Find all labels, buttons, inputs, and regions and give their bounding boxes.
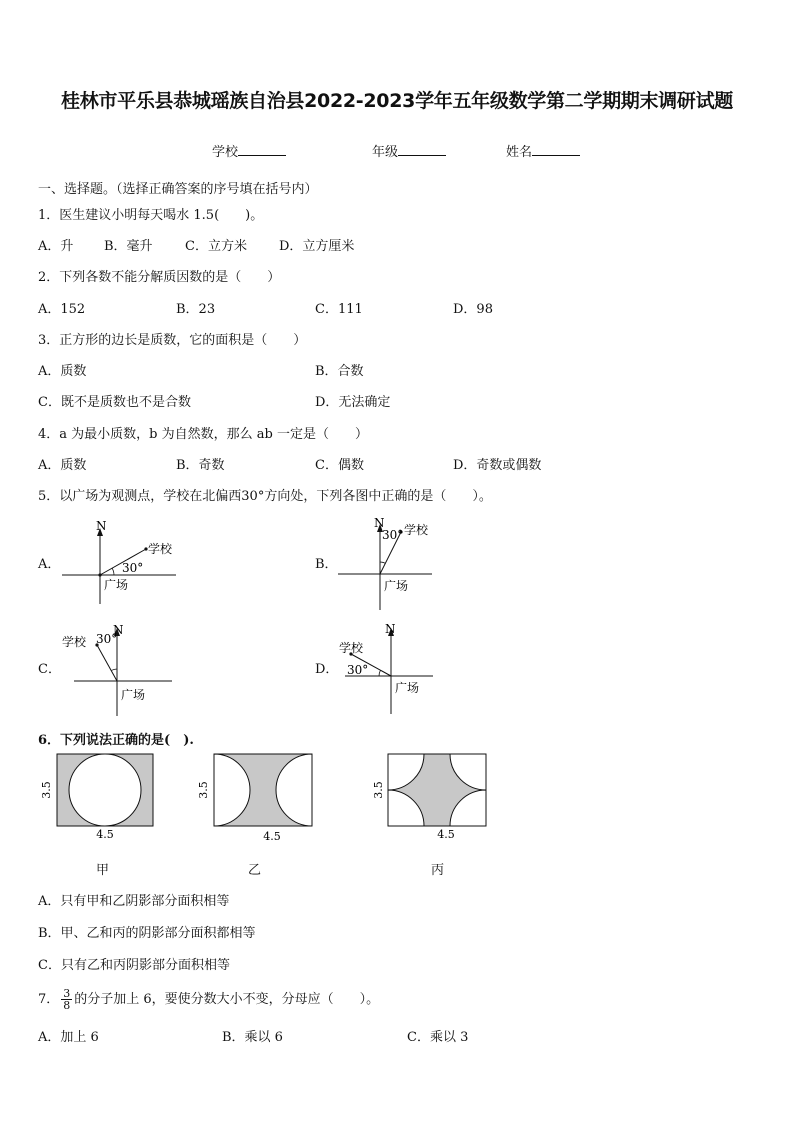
q7-text: 的分子加上 6，要使分数大小不变，分母应（ ）。 <box>74 992 380 1007</box>
name-blank[interactable] <box>532 143 580 156</box>
grade-field <box>372 141 446 160</box>
angle-arc <box>379 670 381 676</box>
compass-diagram-a <box>58 518 188 610</box>
north-label: N <box>374 516 385 530</box>
angle-label: 30° <box>96 632 118 646</box>
north-label: N <box>385 622 396 636</box>
q1-option-c: C．立方米 <box>185 239 247 254</box>
q7-option-a: A．加上 6 <box>38 1030 99 1045</box>
width-label: 4.5 <box>96 828 114 841</box>
angle-arc <box>112 669 117 670</box>
q2-option-a: A．152 <box>38 302 86 317</box>
q2-option-d: D．98 <box>453 302 493 317</box>
q5-option-c: C． <box>38 662 61 677</box>
figure-bing-name: 丙 <box>431 863 445 878</box>
plaza-point <box>98 573 101 576</box>
name-label: 姓名 <box>506 145 533 160</box>
plaza-label: 广场 <box>395 681 420 695</box>
angle-arc <box>380 562 385 563</box>
q6-option-a: A．只有甲和乙阴影部分面积相等 <box>38 894 230 909</box>
q1-option-b: B．毫升 <box>104 239 153 254</box>
grade-blank[interactable] <box>398 143 446 156</box>
grade-label: 年级 <box>372 145 399 160</box>
angle-label: 30° <box>382 528 404 542</box>
question-5: 5．以广场为观测点，学校在北偏西30°方向处，下列各图中正确的是（ ）。 <box>38 489 492 504</box>
q5-option-a: A． <box>38 557 61 572</box>
school-label: 学校 <box>148 542 173 556</box>
angle-label: 30° <box>347 663 369 677</box>
figure-jia <box>38 752 168 844</box>
q4-option-b: B．奇数 <box>176 458 225 473</box>
height-label: 3.5 <box>197 781 210 799</box>
plaza-label: 广场 <box>104 578 129 592</box>
question-6: 6．下列说法正确的是( ). <box>38 733 194 748</box>
q2-option-b: B．23 <box>176 302 216 317</box>
plaza-label: 广场 <box>121 688 146 702</box>
question-1: 1．医生建议小明每天喝水 1.5( )。 <box>38 208 264 223</box>
question-3: 3．正方形的边长是质数，它的面积是（ ） <box>38 333 307 348</box>
q6-option-b: B．甲、乙和丙的阴影部分面积都相等 <box>38 926 256 941</box>
north-label: N <box>113 623 124 637</box>
plaza-label: 广场 <box>384 579 409 593</box>
compass-diagram-b <box>334 512 444 614</box>
q3-option-d: D．无法确定 <box>315 395 391 410</box>
q7-option-b: B．乘以 6 <box>222 1030 283 1045</box>
school-label: 学校 <box>404 523 429 537</box>
school-label: 学校 <box>212 145 239 160</box>
school-label: 学校 <box>339 641 364 655</box>
angle-arc <box>112 568 114 575</box>
school-blank[interactable] <box>238 143 286 156</box>
fraction <box>61 988 72 1011</box>
north-label: N <box>96 519 107 533</box>
q4-option-d: D．奇数或偶数 <box>453 458 542 473</box>
figure-bing <box>370 752 500 844</box>
angle-label: 30° <box>122 561 144 575</box>
compass-diagram-d <box>335 618 445 718</box>
compass-diagram-c <box>60 618 180 720</box>
name-field <box>506 141 580 160</box>
page-title: 桂林市平乐县恭城瑶族自治县2022-2023学年五年级数学第二学期期末调研试题 <box>61 90 733 112</box>
q4-option-c: C．偶数 <box>315 458 364 473</box>
q6-option-c: C．只有乙和丙阴影部分面积相等 <box>38 958 230 973</box>
width-label: 4.5 <box>437 828 455 841</box>
q2-option-c: C．111 <box>315 302 363 317</box>
width-label: 4.5 <box>263 830 281 843</box>
direction-line <box>97 645 117 681</box>
school-field <box>212 141 286 160</box>
height-label: 3.5 <box>40 781 53 799</box>
q1-option-a: A．升 <box>38 239 74 254</box>
circle <box>69 754 141 826</box>
q7-option-c: C．乘以 3 <box>407 1030 469 1045</box>
question-7 <box>38 988 379 1012</box>
figure-yi-name: 乙 <box>248 863 262 878</box>
section-heading: 一、选择题。（选择正确答案的序号填在括号内） <box>38 182 318 197</box>
q1-option-d: D．立方厘米 <box>279 239 355 254</box>
figure-yi <box>196 752 326 846</box>
q5-option-d: D． <box>315 662 339 677</box>
q3-option-a: A．质数 <box>38 364 87 379</box>
fraction-numerator: 3 <box>63 987 71 1000</box>
q4-option-a: A．质数 <box>38 458 87 473</box>
q7-number: 7． <box>38 992 60 1007</box>
fraction-denominator: 8 <box>63 999 71 1012</box>
school-label: 学校 <box>62 635 87 649</box>
q3-option-c: C．既不是质数也不是合数 <box>38 395 191 410</box>
question-4: 4．a 为最小质数，b 为自然数，那么 ab 一定是（ ） <box>38 427 368 442</box>
q3-option-b: B．合数 <box>315 364 364 379</box>
figure-jia-name: 甲 <box>96 863 110 878</box>
question-2: 2．下列各数不能分解质因数的是（ ） <box>38 270 281 285</box>
height-label: 3.5 <box>372 781 385 799</box>
q5-option-b: B． <box>315 557 338 572</box>
